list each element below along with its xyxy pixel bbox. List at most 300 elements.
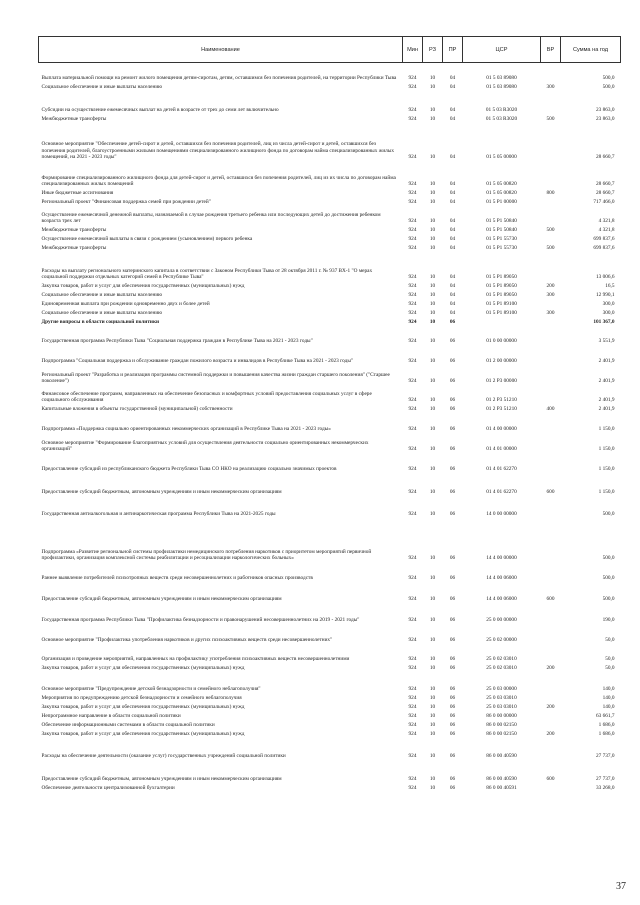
row-name-cell: Единовременная выплата при рождении одновременно двух и более детей	[41, 301, 210, 308]
row-sum-cell: 4 321,8	[598, 218, 615, 225]
row-sum-cell: 13 006,6	[595, 274, 615, 281]
row-sum-cell: 500,0	[602, 555, 615, 562]
row-min-cell: 924	[408, 722, 417, 729]
row-pr-cell: 06	[449, 406, 456, 413]
row-name-cell: Осуществление ежемесячной выплаты в связи с рождением (усыновлением) первого ребенка	[41, 236, 253, 243]
row-vr-cell	[541, 299, 561, 308]
row-pr-cell: 04	[449, 199, 456, 206]
row-name-cell: Подпрограмма "Социальная поддержка и обслуживание граждан пожилого возраста и инвалидов в Республике Тыва на 2021 - 2023 годы"	[41, 358, 354, 365]
row-vr-cell: 200	[546, 731, 555, 738]
row-name-cell: Региональный проект "Финансовая поддержка семей при рождении детей"	[41, 199, 211, 206]
row-csr-cell: 25 0 02 03010	[486, 665, 517, 672]
row-pr-cell: 06	[449, 665, 456, 672]
row-pr-cell: 06	[449, 575, 456, 582]
row-name-cell: Закупка товаров, работ и услуг для обеспечения государственных (муниципальных) нужд	[41, 283, 245, 290]
row-sum-cell: 50,0	[605, 665, 615, 672]
row-vr-cell: 200	[546, 704, 555, 711]
row-min-cell: 924	[408, 637, 417, 644]
table-row	[39, 672, 621, 693]
row-pr-cell: 06	[449, 446, 456, 453]
table-row	[39, 663, 621, 672]
row-min-cell: 924	[408, 378, 417, 385]
row-csr-cell: 25 0 00 00000	[486, 617, 517, 624]
row-pr-cell: 06	[449, 466, 456, 473]
row-sum-cell: 2 401,9	[598, 406, 615, 413]
table-row	[39, 562, 621, 582]
row-pr-cell: 06	[449, 656, 456, 663]
row-csr-cell: 01 4 00 00000	[486, 426, 517, 433]
budget-table	[38, 36, 621, 792]
row-min-cell: 924	[408, 358, 417, 365]
row-vr-cell	[541, 672, 561, 693]
row-vr-cell	[541, 783, 561, 792]
row-name-cell: Предоставление субсидий бюджетным, автономным учреждениям и иным некоммерческим организациям	[41, 596, 282, 603]
row-sum-cell: 500,0	[602, 596, 615, 603]
row-pr-cell: 06	[449, 489, 456, 496]
row-vr-cell	[541, 496, 561, 518]
table-row	[39, 711, 621, 720]
table-row	[39, 123, 621, 161]
row-csr-cell: 01 4 01 62270	[486, 466, 517, 473]
row-vr-cell	[541, 562, 561, 582]
row-csr-cell: 01 5 05 00000	[486, 154, 517, 161]
row-rz-cell: 10	[429, 310, 436, 317]
row-vr-cell	[541, 234, 561, 243]
row-vr-cell: 500	[546, 227, 555, 234]
col-header-sum: Сумма на год	[561, 37, 621, 63]
table-row	[39, 252, 621, 281]
table-row	[39, 404, 621, 413]
row-pr-cell: 04	[449, 190, 456, 197]
row-rz-cell: 10	[429, 378, 436, 385]
page-number: 37	[616, 881, 626, 892]
table-row	[39, 225, 621, 234]
table-row	[39, 82, 621, 91]
row-vr-cell	[541, 123, 561, 161]
row-min-cell: 924	[408, 713, 417, 720]
row-pr-cell: 04	[449, 236, 456, 243]
row-pr-cell: 04	[449, 301, 456, 308]
row-min-cell: 924	[408, 292, 417, 299]
row-sum-cell: 1 150,0	[598, 426, 615, 433]
row-vr-cell	[541, 720, 561, 729]
row-rz-cell: 10	[429, 489, 436, 496]
row-pr-cell: 04	[449, 245, 456, 252]
row-rz-cell: 10	[429, 227, 436, 234]
row-rz-cell: 10	[429, 665, 436, 672]
col-header-min: Мин	[403, 37, 423, 63]
row-vr-cell	[541, 433, 561, 453]
row-pr-cell: 04	[449, 274, 456, 281]
row-min-cell: 924	[408, 310, 417, 317]
row-vr-cell: 500	[546, 245, 555, 252]
row-sum-cell: 63 661,7	[595, 713, 615, 720]
row-min-cell: 924	[408, 84, 417, 91]
row-min-cell: 924	[408, 283, 417, 290]
row-name-cell: Межбюджетные трансферты	[41, 245, 107, 252]
table-row	[39, 729, 621, 738]
row-rz-cell: 10	[429, 596, 436, 603]
row-min-cell: 924	[408, 218, 417, 225]
row-csr-cell: 25 0 02 00000	[486, 637, 517, 644]
row-sum-cell: 699 837,6	[593, 236, 615, 243]
row-csr-cell: 01 5 P1 89050	[486, 274, 517, 281]
row-name-cell: Государственная антиалкогольная и антинаркотическая программа Республики Тыва на 2021-2025 годы	[41, 511, 276, 518]
col-header-rz: РЗ	[423, 37, 443, 63]
row-rz-cell: 10	[429, 107, 436, 114]
row-name-cell: Закупка товаров, работ и услуг для обеспечения государственных (муниципальных) нужд	[41, 731, 245, 738]
col-header-name: Наименование	[39, 37, 403, 63]
row-min-cell: 924	[408, 227, 417, 234]
row-name-cell: Межбюджетные трансферты	[41, 227, 107, 234]
row-pr-cell: 06	[449, 713, 456, 720]
row-vr-cell: 600	[546, 596, 555, 603]
row-sum-cell: 23 863,0	[595, 107, 615, 114]
table-row	[39, 644, 621, 663]
table-row	[39, 326, 621, 345]
table-row	[39, 738, 621, 760]
table-row	[39, 345, 621, 365]
row-csr-cell: 25 0 03 00000	[486, 686, 517, 693]
row-rz-cell: 10	[429, 154, 436, 161]
row-csr-cell: 01 4 01 62270	[486, 489, 517, 496]
row-pr-cell: 06	[449, 695, 456, 702]
row-min-cell: 924	[408, 199, 417, 206]
row-min-cell: 924	[408, 426, 417, 433]
row-pr-cell: 04	[449, 181, 456, 188]
row-vr-cell	[541, 326, 561, 345]
row-pr-cell: 06	[449, 753, 456, 760]
row-vr-cell	[541, 91, 561, 114]
row-csr-cell: 86 0 00 02150	[486, 731, 517, 738]
row-rz-cell: 10	[429, 785, 436, 792]
row-min-cell: 924	[408, 596, 417, 603]
row-min-cell: 924	[408, 154, 417, 161]
row-name-cell: Мероприятия по предупреждению детской безнадзорности и семейного неблагополучия	[41, 695, 242, 702]
row-min-cell: 924	[408, 190, 417, 197]
table-row	[39, 413, 621, 433]
row-csr-cell: 25 0 02 03010	[486, 656, 517, 663]
row-name-cell: Капитальные вложения в объекты государственной (муниципальной) собственности	[41, 406, 233, 413]
row-csr-cell: 01 5 P1 89100	[486, 301, 517, 308]
table-row	[39, 114, 621, 123]
row-rz-cell: 10	[429, 406, 436, 413]
row-name-cell: Организация и проведение мероприятий, направленных на профилактику употребления психоактивных веществ несовершеннолетними	[41, 656, 350, 663]
row-rz-cell: 10	[429, 731, 436, 738]
table-row	[39, 760, 621, 783]
row-rz-cell: 10	[429, 75, 436, 82]
row-csr-cell: 01 5 P1 55730	[486, 245, 517, 252]
table-row	[39, 720, 621, 729]
row-min-cell: 924	[408, 575, 417, 582]
row-min-cell: 924	[408, 466, 417, 473]
row-min-cell: 924	[408, 397, 417, 404]
table-row	[39, 783, 621, 792]
row-pr-cell: 04	[449, 227, 456, 234]
row-csr-cell: 01 5 03 89080	[486, 75, 517, 82]
row-vr-cell	[541, 518, 561, 562]
row-sum-cell: 140,0	[602, 704, 615, 711]
row-vr-cell	[541, 197, 561, 206]
row-csr-cell: 01 0 00 00000	[486, 338, 517, 345]
row-vr-cell: 300	[546, 84, 555, 91]
row-vr-cell	[541, 624, 561, 644]
row-sum-cell: 2 401,9	[598, 378, 615, 385]
budget-table-page	[38, 36, 620, 792]
table-row	[39, 317, 621, 326]
row-min-cell: 924	[408, 181, 417, 188]
row-name-cell: Предоставление субсидий бюджетным, автономным учреждениям и иным некоммерческим организациям	[41, 489, 282, 496]
row-rz-cell: 10	[429, 319, 436, 326]
row-rz-cell: 10	[429, 338, 436, 345]
row-csr-cell: 01 2 P3 51210	[486, 397, 517, 404]
table-row	[39, 308, 621, 317]
row-sum-cell: 300,0	[602, 301, 615, 308]
row-rz-cell: 10	[429, 686, 436, 693]
row-rz-cell: 10	[429, 722, 436, 729]
row-name-cell: Закупка товаров, работ и услуг для обеспечения государственных (муниципальных) нужд	[41, 704, 245, 711]
row-csr-cell: 01 2 P3 00000	[486, 378, 517, 385]
row-name-cell: Предоставление субсидий из республиканского бюджета Республики Тыва СО НКО на реализацию социально значимых проектов	[41, 466, 337, 473]
table-row	[39, 281, 621, 290]
col-header-csr: ЦСР	[463, 37, 541, 63]
row-pr-cell: 06	[449, 426, 456, 433]
row-csr-cell: 14 0 00 00000	[486, 511, 517, 518]
row-rz-cell: 10	[429, 637, 436, 644]
row-csr-cell: 01 2 P3 51210	[486, 406, 517, 413]
table-row	[39, 702, 621, 711]
row-sum-cell: 16,5	[605, 283, 615, 290]
row-name-cell: Финансовое обеспечение программ, направленных на обеспечение безопасных и комфортных условий предоставления социальных услуг в сфере социального обслуживания	[41, 390, 372, 404]
row-sum-cell: 101 367,0	[593, 319, 615, 326]
row-rz-cell: 10	[429, 292, 436, 299]
table-row	[39, 518, 621, 562]
table-row	[39, 161, 621, 188]
row-rz-cell: 10	[429, 575, 436, 582]
row-csr-cell: 01 5 P1 55730	[486, 236, 517, 243]
row-csr-cell: 01 5 P1 50840	[486, 218, 517, 225]
row-rz-cell: 10	[429, 555, 436, 562]
row-rz-cell: 10	[429, 695, 436, 702]
row-min-cell: 924	[408, 555, 417, 562]
table-row	[39, 290, 621, 299]
row-rz-cell: 10	[429, 301, 436, 308]
row-rz-cell: 10	[429, 283, 436, 290]
row-name-cell: Государственная программа Республики Тыва "Социальная поддержка граждан в Республике Тыва на 2021 - 2023 годы"	[41, 338, 313, 345]
table-row	[39, 385, 621, 404]
table-row	[39, 234, 621, 243]
row-vr-cell	[541, 693, 561, 702]
row-sum-cell: 1 686,0	[598, 731, 615, 738]
row-pr-cell: 06	[449, 722, 456, 729]
row-pr-cell: 06	[449, 511, 456, 518]
row-vr-cell: 800	[546, 190, 555, 197]
row-sum-cell: 140,0	[602, 686, 615, 693]
row-vr-cell	[541, 738, 561, 760]
row-min-cell: 924	[408, 731, 417, 738]
row-sum-cell: 500,0	[602, 75, 615, 82]
row-sum-cell: 500,0	[602, 511, 615, 518]
row-rz-cell: 10	[429, 236, 436, 243]
row-csr-cell: 14 4 00 00000	[486, 555, 517, 562]
row-sum-cell: 28 660,7	[595, 190, 615, 197]
row-name-cell: Подпрограмма «Развитие региональной системы профилактики немедицинского потребления наркотиков с приоритетом мероприятий первичной профилактики, организация комплексной системы реабилитации и ресоциализации наркологических больных»	[41, 548, 372, 562]
row-pr-cell: 06	[449, 555, 456, 562]
row-rz-cell: 10	[429, 426, 436, 433]
row-pr-cell: 06	[449, 637, 456, 644]
row-pr-cell: 04	[449, 154, 456, 161]
row-vr-cell: 300	[546, 310, 555, 317]
row-pr-cell: 04	[449, 218, 456, 225]
row-min-cell: 924	[408, 116, 417, 123]
table-row	[39, 496, 621, 518]
row-sum-cell: 190,0	[602, 617, 615, 624]
row-csr-cell: 14 4 00 06000	[486, 596, 517, 603]
row-csr-cell: 01 5 03 89080	[486, 84, 517, 91]
row-csr-cell: 01 4 01 00000	[486, 446, 517, 453]
row-name-cell: Обеспечение деятельности централизованной бухгалтерии	[41, 785, 175, 792]
row-name-cell: Основное мероприятие "Формирование благоприятных условий для осуществления деятельности социально ориентированных некоммерческих организаций"	[41, 439, 369, 453]
row-rz-cell: 10	[429, 753, 436, 760]
row-pr-cell: 06	[449, 338, 456, 345]
row-sum-cell: 1 150,0	[598, 446, 615, 453]
row-pr-cell: 06	[449, 686, 456, 693]
row-rz-cell: 10	[429, 84, 436, 91]
row-sum-cell: 3 551,9	[598, 338, 615, 345]
row-vr-cell: 200	[546, 283, 555, 290]
row-pr-cell: 06	[449, 776, 456, 783]
row-name-cell: Раннее выявление потребителей психотропных веществ среди несовершеннолетних и работников опасных производств	[41, 575, 313, 582]
row-name-cell: Межбюджетные трансферты	[41, 116, 107, 123]
row-pr-cell: 04	[449, 116, 456, 123]
table-row	[39, 188, 621, 197]
row-min-cell: 924	[408, 338, 417, 345]
table-row	[39, 197, 621, 206]
table-row	[39, 453, 621, 473]
row-vr-cell: 400	[546, 406, 555, 413]
row-csr-cell: 01 5 05 00820	[486, 190, 517, 197]
row-csr-cell: 01 5 P1 50840	[486, 227, 517, 234]
row-vr-cell	[541, 345, 561, 365]
row-min-cell: 924	[408, 406, 417, 413]
row-pr-cell: 06	[449, 731, 456, 738]
row-vr-cell: 600	[546, 776, 555, 783]
row-csr-cell: 86 0 00 00000	[486, 713, 517, 720]
row-name-cell: Социальное обеспечение и иные выплаты населению	[41, 292, 163, 299]
row-name-cell: Государственная программа Республики Тыва "Профилактика безнадзорности и правонарушений несовершеннолетних на 2019 - 2021 годы"	[41, 617, 360, 624]
row-min-cell: 924	[408, 695, 417, 702]
table-row	[39, 433, 621, 453]
row-name-cell: Расходы на выплату регионального материнского капитала в соответствии с Законом Республики Тыва от 28 октября 2011 г. № 937 ВХ-1 "О мерах социальной поддержки отдельных категорий семей в Республике Тыва"	[41, 267, 373, 281]
row-name-cell: Подпрограмма «Поддержка социально ориентированных некоммерческих организаций в Республике Тыва на 2021 - 2023 годы»	[41, 426, 331, 433]
row-min-cell: 924	[408, 665, 417, 672]
row-name-cell: Обеспечение информационными системами в области социальной политики	[41, 722, 215, 729]
row-name-cell: Формирование специализированного жилищного фонда для детей-сирот и детей, оставшихся без попечения родителей, лиц из их числа по договорам найма специализированных жилых помещений	[41, 174, 396, 188]
row-vr-cell: 200	[546, 665, 555, 672]
row-min-cell: 924	[408, 489, 417, 496]
row-csr-cell: 86 0 00 40591	[486, 785, 517, 792]
row-min-cell: 924	[408, 107, 417, 114]
table-row	[39, 582, 621, 603]
table-body	[39, 63, 621, 792]
row-rz-cell: 10	[429, 617, 436, 624]
row-min-cell: 924	[408, 704, 417, 711]
table-row	[39, 206, 621, 225]
row-sum-cell: 500,0	[602, 575, 615, 582]
row-csr-cell: 01 5 P1 89050	[486, 283, 517, 290]
row-name-cell: Иные бюджетные ассигнования	[41, 190, 114, 197]
row-vr-cell: 300	[546, 292, 555, 299]
row-name-cell: Выплата материальной помощи на ремонт жилого помещения детям-сиротам, детям, оставшимся без попечения родителей, на территории Республики Тыва	[41, 75, 397, 82]
row-vr-cell	[541, 365, 561, 385]
row-min-cell: 924	[408, 319, 417, 326]
row-sum-cell: 1 150,0	[598, 489, 615, 496]
table-row	[39, 693, 621, 702]
row-sum-cell: 33 268,0	[595, 785, 615, 792]
table-row	[39, 603, 621, 624]
row-csr-cell: 01 5 03 R3020	[485, 116, 518, 123]
row-name-cell: Социальное обеспечение и иные выплаты населению	[41, 310, 163, 317]
row-name-cell: Расходы на обеспечение деятельности (оказание услуг) государственных учреждений социальной политики	[41, 753, 286, 760]
table-row	[39, 365, 621, 385]
row-rz-cell: 10	[429, 466, 436, 473]
row-min-cell: 924	[408, 753, 417, 760]
row-pr-cell: 06	[449, 358, 456, 365]
row-csr-cell	[463, 317, 541, 326]
row-name-cell: Закупка товаров, работ и услуг для обеспечения государственных (муниципальных) нужд	[41, 665, 245, 672]
table-row	[39, 624, 621, 644]
row-min-cell: 924	[408, 776, 417, 783]
row-pr-cell: 04	[449, 75, 456, 82]
row-name-cell: Основное мероприятие "Предупреждение детской безнадзорности и семейного неблагополучия"	[41, 686, 261, 693]
row-vr-cell	[541, 206, 561, 225]
row-csr-cell: 25 0 03 03010	[486, 704, 517, 711]
row-min-cell: 924	[408, 75, 417, 82]
table-row	[39, 63, 621, 82]
row-name-cell: Субсидии на осуществление ежемесячных выплат на детей в возрасте от трех до семи лет включительно	[41, 107, 279, 114]
row-pr-cell: 06	[449, 378, 456, 385]
table-row	[39, 473, 621, 496]
row-vr-cell	[541, 252, 561, 281]
row-sum-cell: 50,0	[605, 637, 615, 644]
row-csr-cell: 01 5 03 R3020	[485, 107, 518, 114]
row-sum-cell: 2 401,9	[598, 397, 615, 404]
row-sum-cell: 27 737,0	[595, 753, 615, 760]
row-sum-cell: 300,0	[602, 310, 615, 317]
row-rz-cell: 10	[429, 116, 436, 123]
row-rz-cell: 10	[429, 397, 436, 404]
row-name-cell: Осуществление ежемесячной денежной выплаты, назначаемой в случае рождения третьего ребенка или последующих детей до достижения ребенком возраста трех лет	[41, 211, 381, 225]
row-rz-cell: 10	[429, 181, 436, 188]
row-rz-cell: 10	[429, 511, 436, 518]
row-min-cell: 924	[408, 274, 417, 281]
row-rz-cell: 10	[429, 245, 436, 252]
row-sum-cell: 1 686,0	[598, 722, 615, 729]
row-min-cell: 924	[408, 686, 417, 693]
row-name-cell: Основное мероприятие "Профилактика употребления наркотиков и других психоактивных веществ среди несовершеннолетних"	[41, 637, 333, 644]
row-vr-cell: 600	[546, 489, 555, 496]
row-min-cell: 924	[408, 301, 417, 308]
row-name-cell: Предоставление субсидий бюджетным, автономным учреждениям и иным некоммерческим организациям	[41, 776, 282, 783]
row-min-cell: 924	[408, 511, 417, 518]
row-name-cell: Региональный проект "Разработка и реализация программы системной поддержки и повышения качества жизни граждан старшего поколения" ("Старшее поколение")	[41, 371, 390, 385]
row-sum-cell: 4 321,8	[598, 227, 615, 234]
col-header-vr: ВР	[541, 37, 561, 63]
row-name-cell: Другие вопросы в области социальной политики	[41, 319, 160, 326]
row-vr-cell	[541, 63, 561, 82]
row-sum-cell: 717 466,0	[593, 199, 615, 206]
row-pr-cell: 04	[449, 310, 456, 317]
